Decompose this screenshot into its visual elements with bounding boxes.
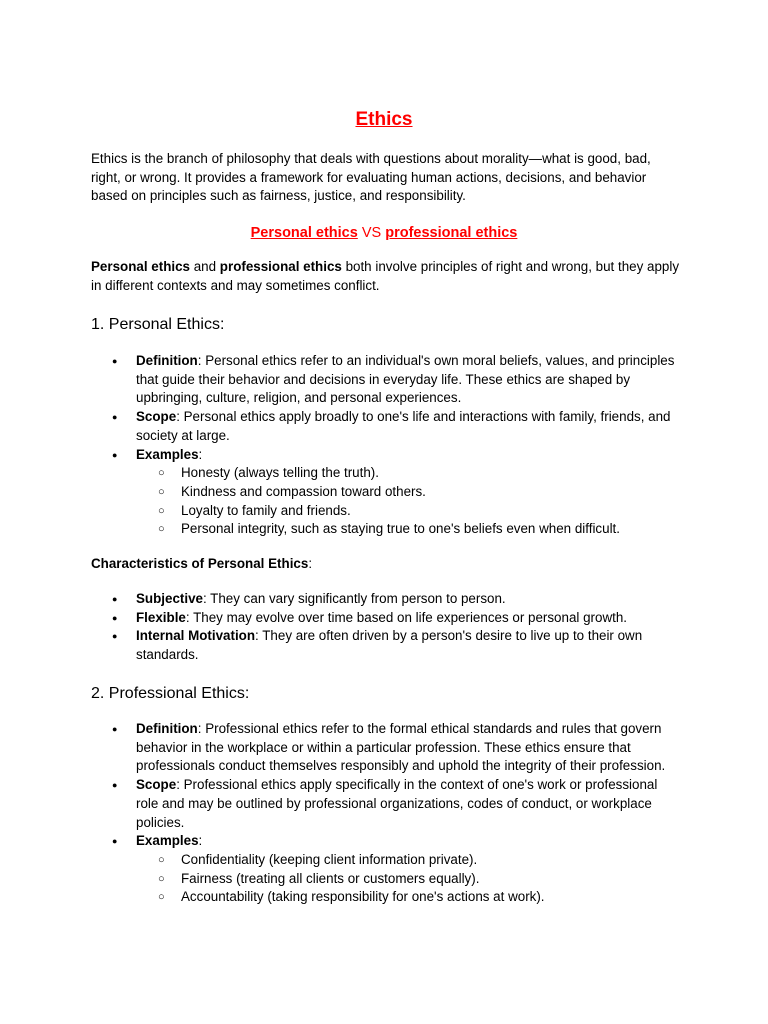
- characteristics-heading: [91, 555, 681, 574]
- characteristics-label: Characteristics of Personal Ethics: [91, 556, 309, 571]
- list-item: ○ Loyalty to family and friends.: [136, 502, 681, 521]
- characteristic-text: : They are often driven by a person's desire to live up to their own standards.: [136, 628, 643, 663]
- definition-text: : Personal ethics refer to an individual's own moral beliefs, values, and principles that guide their behavior and decisions in everyday life. These ethics are shaped by upbringing, culture, religion, and personal experiences.: [136, 353, 675, 406]
- scope-label: Scope: [136, 777, 177, 793]
- scope-text: : Personal ethics apply broadly to one's life and interactions with family, friends, and society at large.: [136, 409, 671, 443]
- list-item-flexible: [91, 609, 681, 628]
- intro-paragraph: Ethics is the branch of philosophy that deals with questions about morality—what is good, bad, right, or wrong. It provides a framework for evaluating human actions, decisions, and behavior based on principles such as fairness, justice, and responsibility.: [91, 151, 651, 204]
- examples-colon: :: [198, 446, 203, 462]
- scope-text: : Professional ethics apply specifically in the context of one's work or professional role and may be outlined by professional organizations, codes of conduct, or workplace policies.: [136, 777, 658, 830]
- term-professional-ethics: professional ethics: [219, 259, 342, 274]
- list-item-professional-examples: [91, 832, 681, 907]
- characteristic-text: : They can vary significantly from person to person.: [202, 591, 506, 606]
- definition-text: : Professional ethics refer to the formal ethical standards and rules that govern behavior in the workplace or within a particular profession. These ethics ensure that professionals conduct themselves responsibly and uphold the integrity of their profession.: [136, 721, 666, 774]
- subtitle-vs: VS: [357, 225, 386, 241]
- examples-label: Examples: [136, 446, 199, 462]
- comparison-rest: both involve principles of right and wrong, but they apply in different contexts and may sometimes conflict.: [91, 259, 680, 293]
- list-item-internal-motivation: [91, 627, 681, 664]
- characteristics-list: [91, 590, 681, 665]
- personal-examples-sublist: [136, 464, 681, 539]
- list-item-professional-definition: [91, 720, 681, 776]
- term-personal-ethics: Personal ethics: [91, 259, 190, 274]
- subtitle-personal-ethics: Personal ethics: [250, 225, 358, 241]
- list-item-personal-scope: [91, 408, 681, 445]
- document-title: Ethics: [355, 109, 413, 130]
- professional-ethics-heading: 2. Professional Ethics:: [91, 685, 250, 702]
- definition-label: Definition: [136, 721, 198, 736]
- comparison-subtitle: [0, 224, 768, 242]
- list-item-professional-scope: [91, 776, 681, 832]
- list-item-personal-examples: [91, 446, 681, 540]
- personal-ethics-heading: 1. Personal Ethics:: [91, 316, 225, 333]
- personal-ethics-list: [91, 352, 681, 539]
- characteristic-label: Internal Motivation: [136, 628, 256, 644]
- examples-label: Examples: [136, 833, 199, 849]
- characteristic-label: Flexible: [136, 609, 186, 625]
- professional-ethics-list: [91, 720, 681, 907]
- list-item: ○ Accountability (taking responsibility for one's actions at work).: [136, 888, 681, 907]
- definition-label: Definition: [136, 353, 198, 368]
- subtitle-professional-ethics: professional ethics: [385, 225, 518, 241]
- list-item: ○ Confidentiality (keeping client information private).: [136, 851, 681, 870]
- comparison-paragraph: [91, 258, 681, 295]
- examples-colon: :: [198, 833, 203, 849]
- list-item: ○ Fairness (treating all clients or customers equally).: [136, 870, 681, 889]
- characteristic-text: : They may evolve over time based on life experiences or personal growth.: [185, 609, 628, 625]
- scope-label: Scope: [136, 409, 177, 425]
- list-item: ○ Personal integrity, such as staying true to one's beliefs even when difficult.: [136, 520, 681, 539]
- list-item: ○ Kindness and compassion toward others.: [136, 483, 681, 502]
- list-item-personal-definition: [91, 352, 681, 408]
- professional-examples-sublist: [136, 851, 681, 907]
- comparison-and: and: [190, 259, 220, 274]
- characteristics-colon: :: [308, 556, 313, 571]
- list-item: ○ Honesty (always telling the truth).: [136, 464, 681, 483]
- list-item-subjective: [91, 590, 681, 609]
- characteristic-label: Subjective: [136, 591, 203, 606]
